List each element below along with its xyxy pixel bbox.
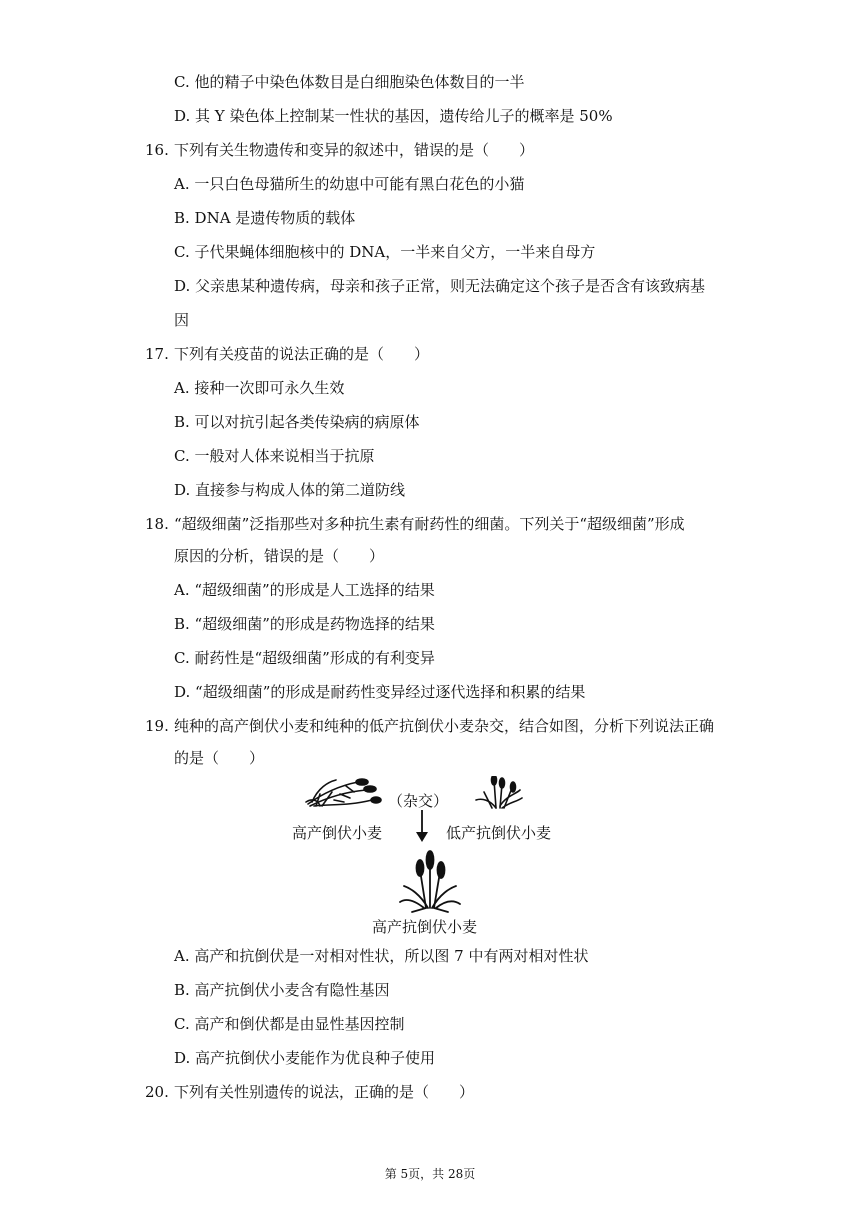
question-16-option-b: B. DNA 是遗传物质的载体 bbox=[174, 209, 356, 227]
question-19-stem-continued: 的是（ ） bbox=[174, 749, 265, 767]
question-18-option-d: D. “超级细菌”的形成是耐药性变异经过逐代选择和积累的结果 bbox=[174, 683, 586, 701]
left-parent-wheat-plant bbox=[306, 779, 381, 806]
parent-left-label: 高产倒伏小麦 bbox=[292, 824, 383, 842]
question-19-stem: 纯种的高产倒伏小麦和纯种的低产抗倒伏小麦杂交，结合如图，分析下列说法正确 bbox=[174, 717, 715, 735]
page-footer: 第 5页，共 28页 bbox=[384, 1167, 476, 1181]
question-15-option-c: C. 他的精子中染色体数目是白细胞染色体数目的一半 bbox=[174, 73, 525, 91]
question-18-stem-continued: 原因的分析，错误的是（ ） bbox=[174, 547, 385, 565]
question-18-option-c: C. 耐药性是“超级细菌”形成的有利变异 bbox=[174, 649, 435, 667]
question-18-option-a: A. “超级细菌”的形成是人工选择的结果 bbox=[174, 581, 435, 599]
question-18-stem: “超级细菌”泛指那些对多种抗生素有耐药性的细菌。下列关于“超级细菌”形成 bbox=[174, 515, 685, 533]
question-19-option-b: B. 高产抗倒伏小麦含有隐性基因 bbox=[174, 981, 390, 999]
question-16-option-d-continued: 因 bbox=[174, 311, 190, 329]
question-20-number: 20. bbox=[145, 1083, 169, 1101]
parent-right-label: 低产抗倒伏小麦 bbox=[446, 824, 552, 842]
question-20-stem: 下列有关性别遗传的说法，正确的是（ ） bbox=[174, 1083, 475, 1101]
question-17-stem: 下列有关疫苗的说法正确的是（ ） bbox=[174, 345, 430, 363]
cross-label: （杂交） bbox=[388, 792, 449, 810]
question-17-option-d: D. 直接参与构成人体的第二道防线 bbox=[174, 481, 406, 499]
question-16-option-d: D. 父亲患某种遗传病，母亲和孩子正常，则无法确定这个孩子是否含有该致病基 bbox=[174, 277, 706, 295]
question-17-option-b: B. 可以对抗引起各类传染病的病原体 bbox=[174, 413, 420, 431]
question-19-option-a: A. 高产和抗倒伏是一对相对性状，所以图 7 中有两对相对性状 bbox=[174, 947, 589, 965]
right-parent-wheat-plant bbox=[476, 776, 522, 808]
question-16-option-a: A. 一只白色母猫所生的幼崽中可能有黑白花色的小猫 bbox=[174, 175, 525, 193]
question-16-stem: 下列有关生物遗传和变异的叙述中，错误的是（ ） bbox=[174, 141, 535, 159]
question-15-option-d: D. 其 Y 染色体上控制某一性状的基因，遗传给儿子的概率是 50% bbox=[174, 107, 613, 125]
question-17-option-c: C. 一般对人体来说相当于抗原 bbox=[174, 447, 375, 465]
question-19-number: 19. bbox=[145, 717, 169, 735]
question-19-option-c: C. 高产和倒伏都是由显性基因控制 bbox=[174, 1015, 405, 1033]
question-16-number: 16. bbox=[145, 141, 169, 159]
question-18-number: 18. bbox=[145, 515, 169, 533]
offspring-wheat-plant bbox=[400, 851, 460, 912]
question-17-number: 17. bbox=[145, 345, 169, 363]
question-16-option-c: C. 子代果蝇体细胞核中的 DNA，一半来自父方，一半来自母方 bbox=[174, 243, 596, 261]
offspring-label: 高产抗倒伏小麦 bbox=[372, 918, 478, 936]
cross-arrow-icon bbox=[416, 810, 428, 842]
question-18-option-b: B. “超级细菌”的形成是药物选择的结果 bbox=[174, 615, 435, 633]
question-17-option-a: A. 接种一次即可永久生效 bbox=[174, 379, 345, 397]
wheat-cross-figure bbox=[292, 776, 590, 944]
question-19-option-d: D. 高产抗倒伏小麦能作为优良种子使用 bbox=[174, 1049, 436, 1067]
